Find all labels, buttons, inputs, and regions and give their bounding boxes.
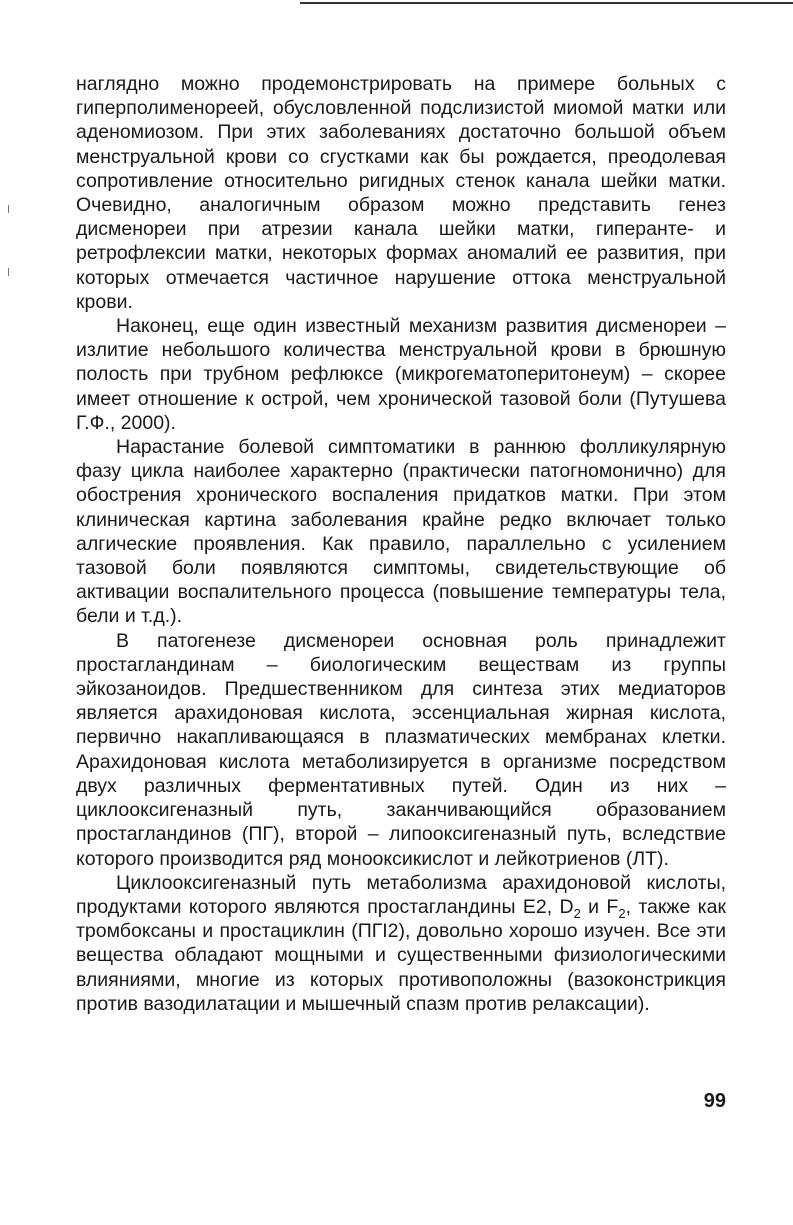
paragraph-3: Нарастание болевой симптоматики в раннюю фолликулярную фазу цикла наиболее характерно (практически патогномонично) для обострения хронического воспаления придатков матки. При этом клиническая картина заболевания крайне редко включает только алгические проявления. Как правило, параллельно с усилением тазовой боли появляются симптомы, свидетельствующие об активации воспалительного процесса (повышение температуры тела, бели и т.д.). bbox=[76, 436, 726, 628]
subscript-f2: 2 bbox=[618, 905, 626, 921]
paragraph-5-text-1: Циклооксигеназный путь метаболизма арахидоновой кислоты, продуктами которого являются простагландины E2, D bbox=[76, 871, 726, 918]
margin-mark bbox=[8, 205, 9, 213]
page-number: 99 bbox=[703, 1090, 726, 1112]
paragraph-5-text-3: , также как тромбоксаны и простациклин (ПГI2), довольно хорошо изучен. Все эти вещества обладают мощными и существенными физиологическими влияниями, многие из которых противоположны (вазоконстрикция против вазодилатации и мышечный спазм против релаксации). bbox=[76, 895, 727, 1015]
paragraph-2: Наконец, еще один известный механизм развития дисменореи – излитие небольшого количества менструальной крови в брюшную полость при трубном рефлюксе (микрогематоперитонеум) – скорее имеет отношение к острой, чем хронической тазовой боли (Путушева Г.Ф., 2000). bbox=[76, 315, 726, 434]
paragraph-1: наглядно можно продемонстрировать на примере больных с гиперполименореей, обусловленной подслизистой миомой матки или аденомиозом. При этих заболеваниях достаточно большой объем менструальной крови со сгустками как бы рождается, преодолевая сопротивление относительно ригидных стенок канала шейки матки. Очевидно, аналогичным образом можно представить генез дисменореи при атрезии канала шейки матки, гиперанте- и ретрофлексии матки, некоторых формах аномалий ее развития, при которых отмечается частичное нарушение оттока менструальной крови. bbox=[76, 73, 726, 313]
subscript-d2: 2 bbox=[573, 905, 581, 921]
page-body bbox=[76, 72, 726, 1016]
paragraph-5 bbox=[76, 871, 726, 1016]
paragraph-4: В патогенезе дисменореи основная роль принадлежит простагландинам – биологическим веществам из группы эйкозаноидов. Предшественником для синтеза этих медиаторов является арахидоновая кислота, эссенциальная жирная кислота, первично накапливающаяся в плазматических мембранах клетки. Арахидоновая кислота метаболизируется в организме посредством двух различных ферментативных путей. Один из них – циклооксигеназный путь, заканчивающийся образованием простагландинов (ПГ), второй – липооксигеназный путь, вследствие которого производится ряд монооксикислот и лейкотриенов (ЛТ). bbox=[76, 629, 726, 870]
header-rule bbox=[300, 2, 793, 4]
margin-mark bbox=[8, 268, 9, 276]
paragraph-5-text-2: и F bbox=[580, 895, 619, 918]
